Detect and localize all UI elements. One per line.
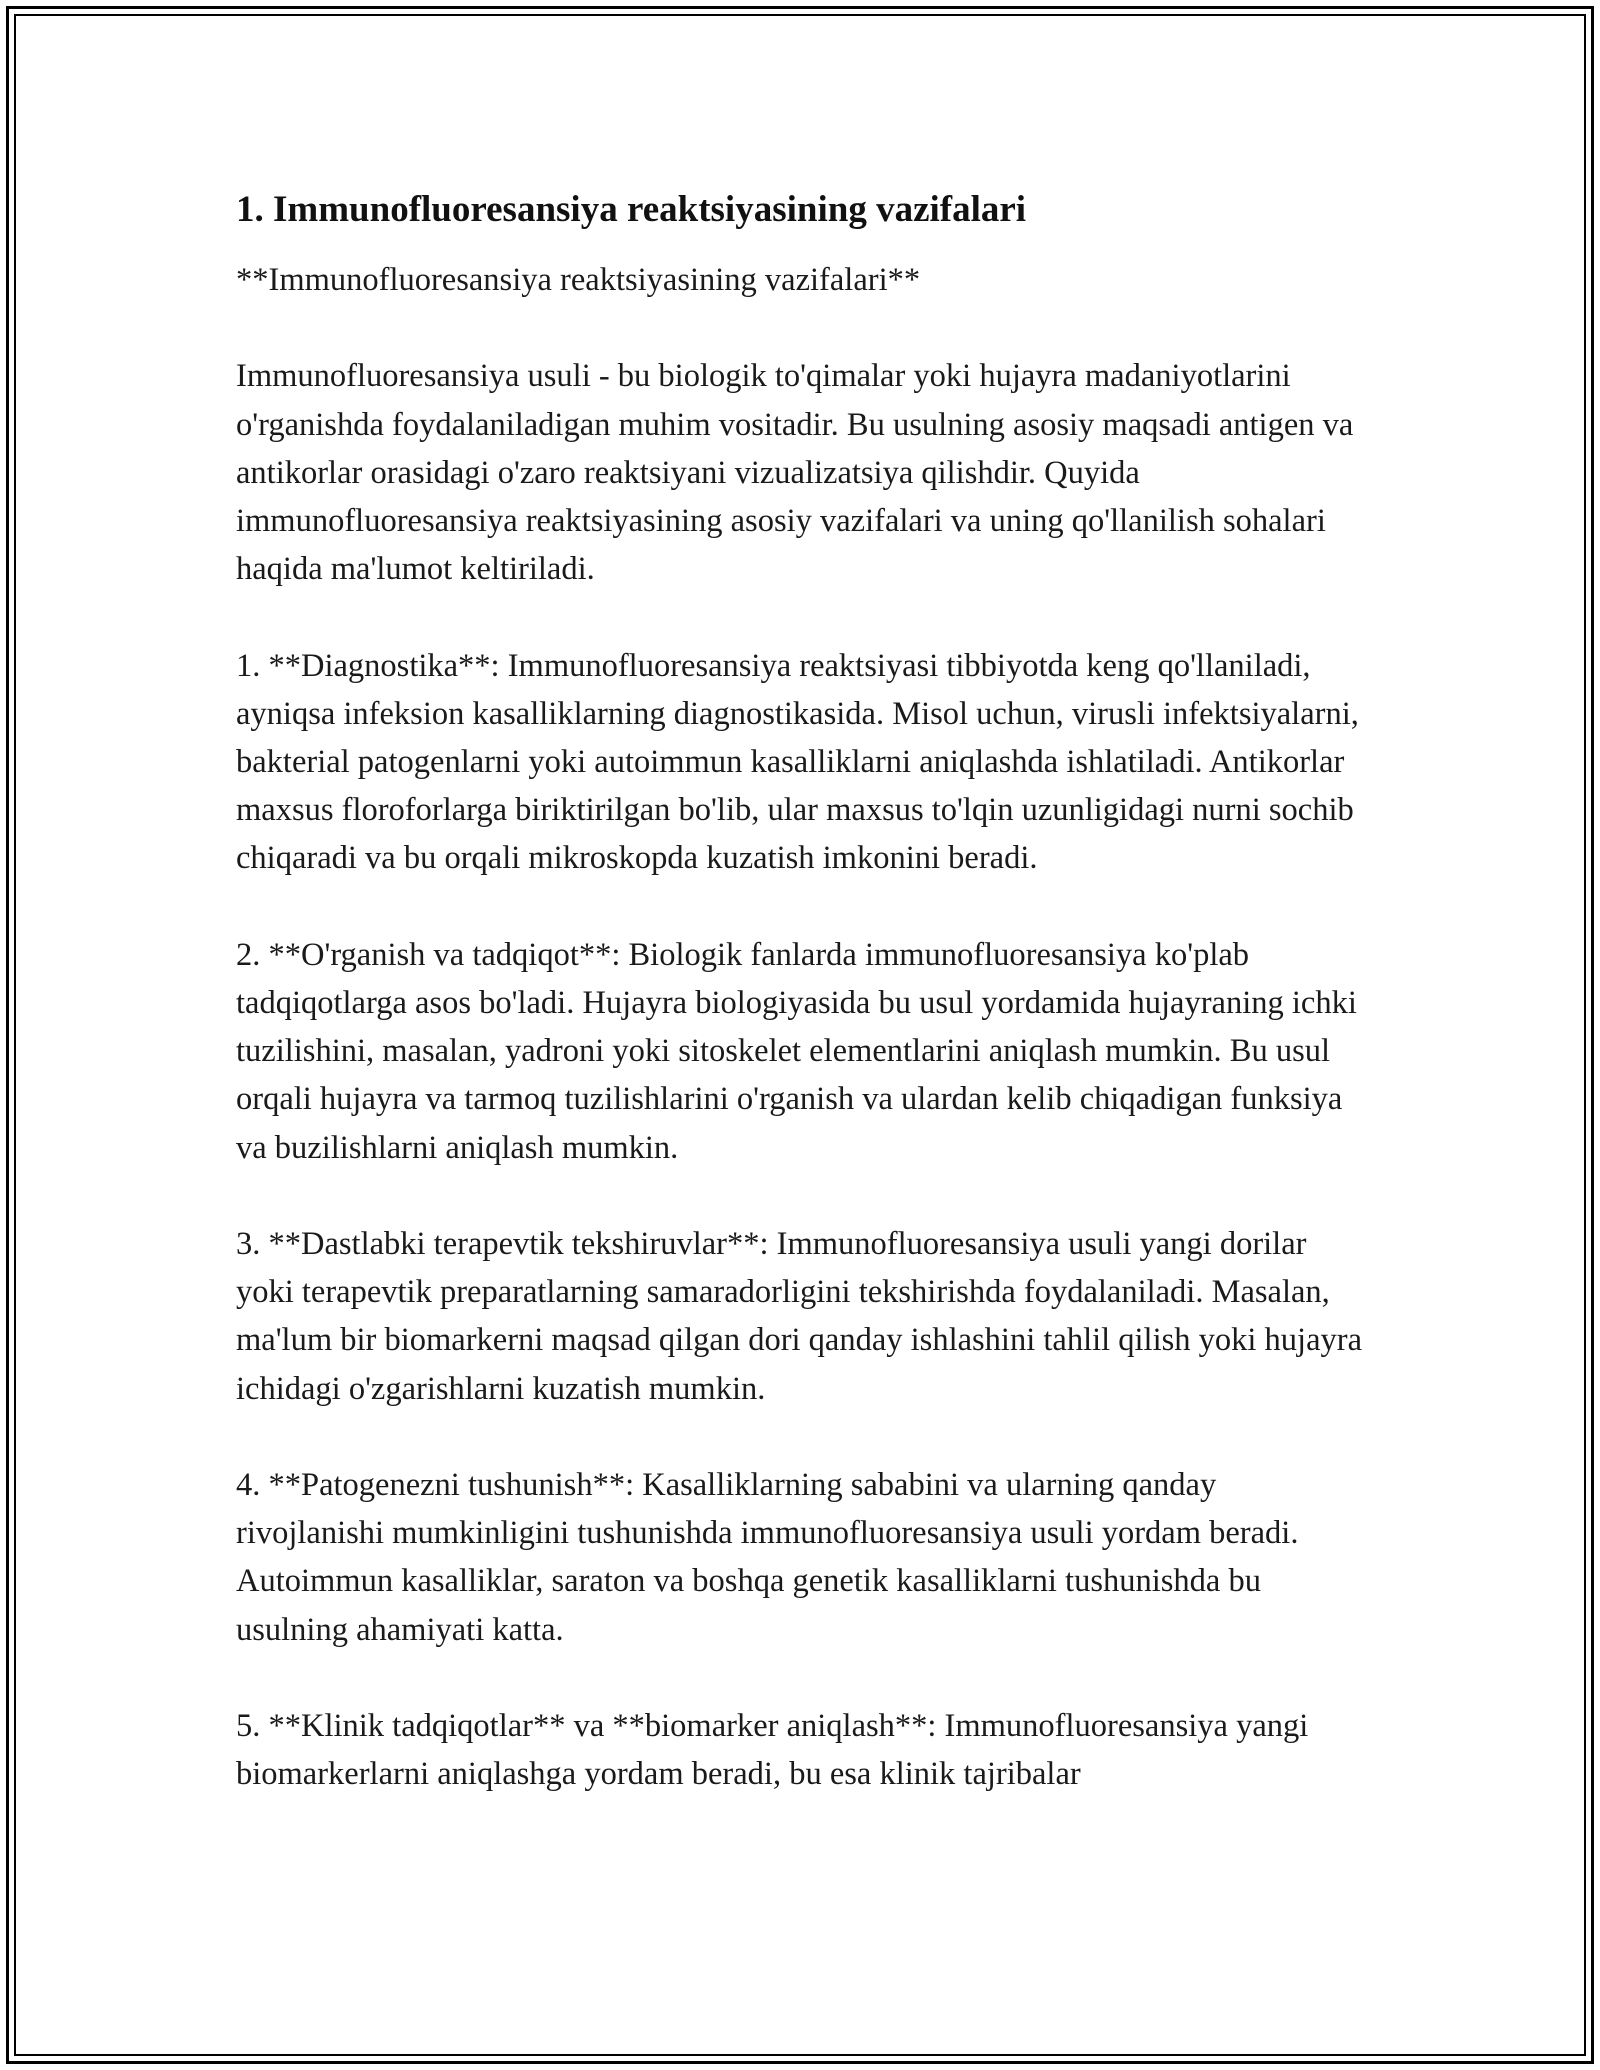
document-subtitle: **Immunofluoresansiya reaktsiyasining vazifalari**: [236, 262, 921, 298]
paragraph-organish-tadqiqot: 2. **O'rganish va tadqiqot**: Biologik fanlarda immunofluoresansiya ko'plab tadqiqotlarga asos bo'ladi. Hujayra biologiyasida bu usul yordamida hujayraning ichki tuzilishini, masalan, yadroni yoki sitoskelet elementlarini aniqlash mumkin. Bu usul orqali hujayra va tarmoq tuzilishlarini o'rganish va ulardan kelib chiqadigan funksiya va buzilishlarni aniqlash mumkin.: [236, 936, 1357, 1166]
intro-paragraph: Immunofluoresansiya usuli - bu biologik to'qimalar yoki hujayra madaniyotlarini o'rganishda foydalaniladigan muhim vositadir. Bu usulning asosiy maqsadi antigen va antikorlar orasidagi o'zaro reaktsiyani vizualizatsiya qilishdir. Quyida immunofluoresansiya reaktsiyasining asosiy vazifalari va uning qo'llanilish sohalari haqida ma'lumot keltiriladi.: [236, 358, 1354, 588]
document-page: [236, 186, 1366, 1847]
paragraph-patogenez: 4. **Patogenezni tushunish**: Kasalliklarning sababini va ularning qanday rivojlanishi mumkinligini tushunishda immunofluoresansiya usuli yordam beradi. Autoimmun kasalliklar, saraton va boshqa genetik kasalliklarni tushunishda bu usulning ahamiyati katta.: [236, 1467, 1299, 1648]
paragraph-diagnostika: 1. **Diagnostika**: Immunofluoresansiya reaktsiyasi tibbiyotda keng qo'llaniladi, ayniqsa infeksion kasalliklarning diagnostikasida. Misol uchun, virusli infektsiyalarni, bakterial patogenlarni yoki autoimmun kasalliklarni aniqlashda ishlatiladi. Antikorlar maxsus floroforlarga biriktirilgan bo'lib, ular maxsus to'lqin uzunligidagi nurni sochib chiqaradi va bu orqali mikroskopda kuzatish imkonini beradi.: [236, 647, 1359, 877]
paragraph-terapevtik-tekshiruvlar: 3. **Dastlabki terapevtik tekshiruvlar**: Immunofluoresansiya usuli yangi dorilar yoki terapevtik preparatlarning samaradorligini tekshirishda foydalaniladi. Masalan, ma'lum bir biomarkerni maqsad qilgan dori qanday ishlashini tahlil qilish yoki hujayra ichidagi o'zgarishlarni kuzatish mumkin.: [236, 1226, 1362, 1407]
document-title: 1. Immunofluoresansiya reaktsiyasining vazifalari: [236, 189, 1027, 230]
paragraph-klinik-tadqiqotlar: 5. **Klinik tadqiqotlar** va **biomarker aniqlash**: Immunofluoresansiya yangi biomarkerlarni aniqlashga yordam beradi, bu esa klinik tajribalar: [236, 1708, 1309, 1793]
